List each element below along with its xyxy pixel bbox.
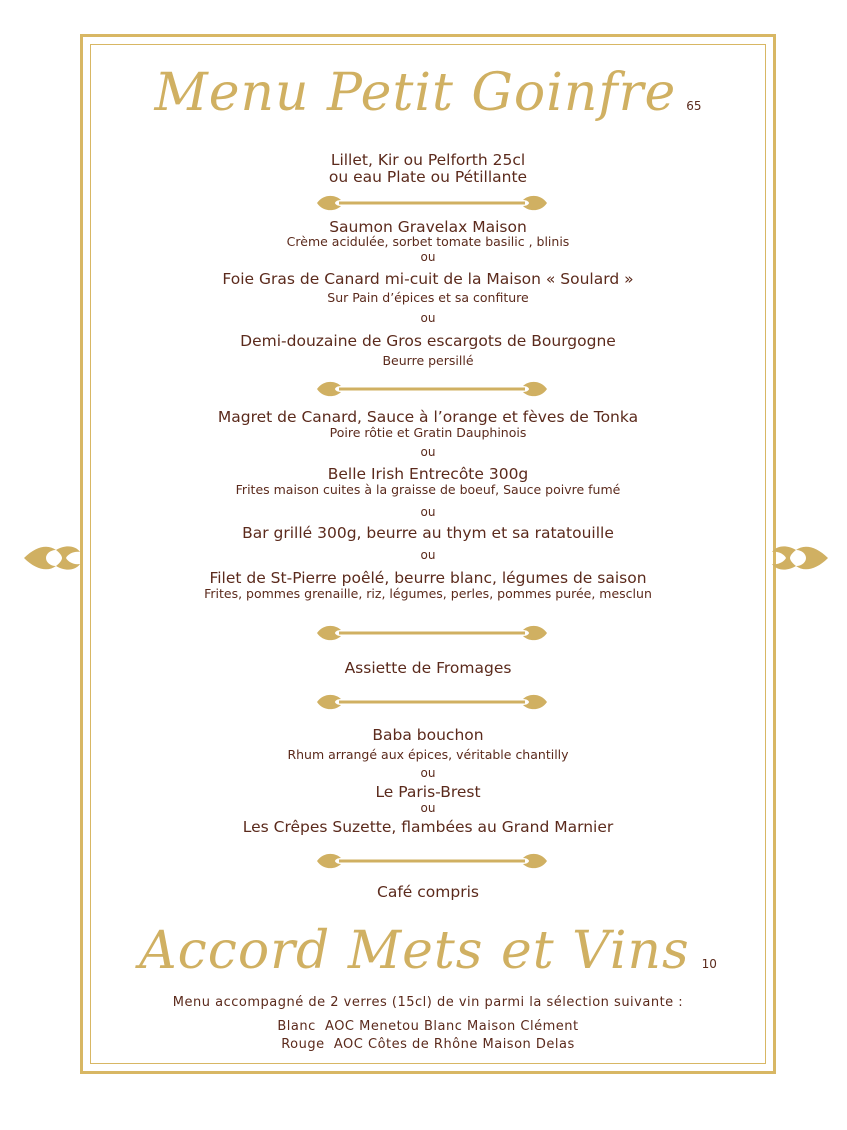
main-2-desc: Frites maison cuites à la graisse de boeuf, Sauce poivre fumé <box>235 482 621 497</box>
main-1-desc: Poire rôtie et Gratin Dauphinois <box>329 425 527 440</box>
dessert-3-name: Les Crêpes Suzette, flambées au Grand Marnier <box>242 818 614 836</box>
accord-intro: Menu accompagné de 2 verres (15cl) de vin parmi la sélection suivante : <box>172 995 684 1010</box>
wine-line-rouge <box>90 1037 766 1052</box>
starter-3-desc: Beurre persillé <box>382 353 474 368</box>
starter-1-name: Saumon Gravelax Maison <box>329 218 527 236</box>
starter-2-desc: Sur Pain d’épices et sa confiture <box>327 290 529 305</box>
or-label: ou <box>420 311 436 325</box>
or-label: ou <box>420 766 436 780</box>
aperitif-line-2: ou eau Plate ou Pétillante <box>328 168 528 186</box>
menu-title <box>90 58 766 141</box>
wine-name: AOC Côtes de Rhône Maison Delas <box>333 1037 575 1052</box>
wine-line-blanc <box>90 1019 766 1034</box>
menu-title-text: Menu Petit Goinfre <box>154 63 677 123</box>
wine-color: Blanc <box>277 1019 316 1034</box>
starter-2-name: Foie Gras de Canard mi-cuit de la Maison « Soulard » <box>222 270 634 288</box>
starter-1-desc: Crème acidulée, sorbet tomate basilic , blinis <box>286 234 570 249</box>
ornamental-divider-icon <box>315 691 549 713</box>
fleur-de-lis-left-icon <box>22 536 82 580</box>
dessert-1-desc: Rhum arrangé aux épices, véritable chantilly <box>287 747 569 762</box>
ornamental-divider-icon <box>315 622 549 644</box>
dessert-1-name: Baba bouchon <box>372 726 484 744</box>
main-1-name: Magret de Canard, Sauce à l’orange et fèves de Tonka <box>217 408 639 426</box>
or-label: ou <box>420 250 436 264</box>
wine-name: AOC Menetou Blanc Maison Clément <box>325 1019 579 1034</box>
starter-3-name: Demi-douzaine de Gros escargots de Bourgogne <box>240 332 616 350</box>
ornamental-divider-icon <box>315 850 549 872</box>
or-label: ou <box>420 548 436 562</box>
ornamental-divider-icon <box>315 192 549 214</box>
fleur-de-lis-right-icon <box>770 536 830 580</box>
accord-price: 10 <box>701 957 717 971</box>
ornamental-divider-icon <box>315 378 549 400</box>
dessert-2-name: Le Paris-Brest <box>375 783 481 801</box>
or-label: ou <box>420 801 436 815</box>
main-4-desc: Frites, pommes grenaille, riz, légumes, perles, pommes purée, mesclun <box>204 586 652 601</box>
accord-title <box>90 916 766 999</box>
coffee-line: Café compris <box>377 883 479 901</box>
main-3-name: Bar grillé 300g, beurre au thym et sa ratatouille <box>242 524 614 542</box>
wine-color: Rouge <box>281 1037 325 1052</box>
accord-title-text: Accord Mets et Vins <box>139 921 690 981</box>
main-4-name: Filet de St-Pierre poêlé, beurre blanc, légumes de saison <box>209 569 647 587</box>
cheese-course: Assiette de Fromages <box>344 659 512 677</box>
main-2-name: Belle Irish Entrecôte 300g <box>327 465 529 483</box>
or-label: ou <box>420 445 436 459</box>
aperitif-line-1: Lillet, Kir ou Pelforth 25cl <box>330 151 526 169</box>
or-label: ou <box>420 505 436 519</box>
menu-price: 65 <box>686 99 702 113</box>
